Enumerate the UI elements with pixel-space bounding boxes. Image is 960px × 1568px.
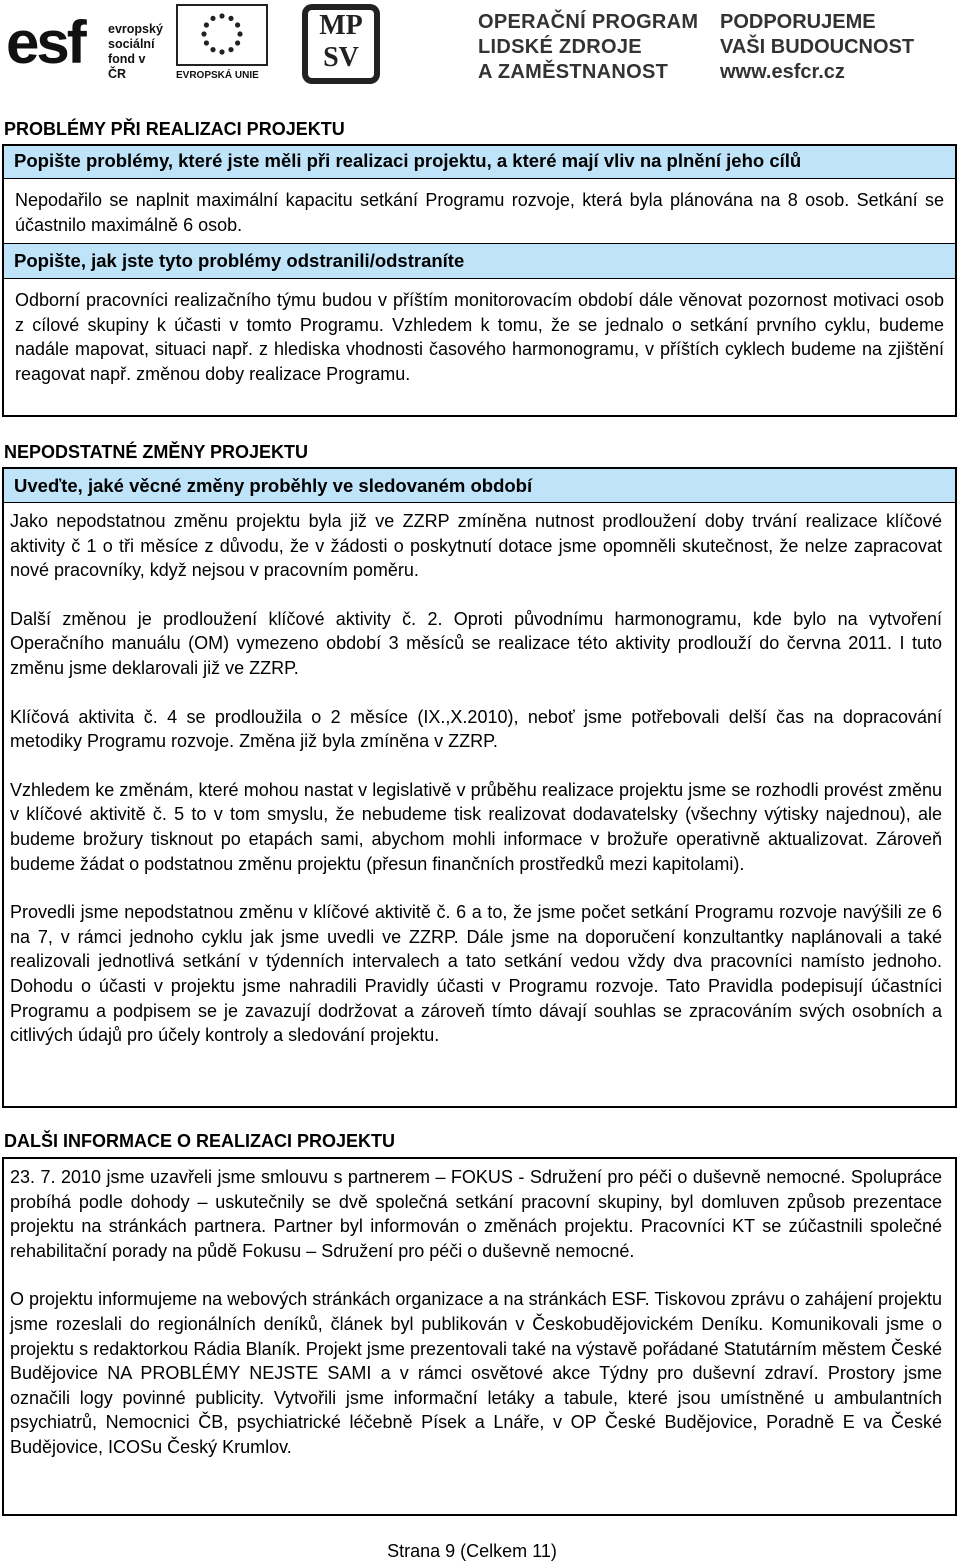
program-logo-text xyxy=(478,10,698,85)
esf-line-3: fond v ČR xyxy=(108,52,146,81)
program-line-1: OPERAČNÍ PROGRAM xyxy=(478,11,699,33)
mpsv-logo xyxy=(302,4,382,86)
esf-line-2: sociální xyxy=(108,37,155,51)
changes-question-1: Uveďte, jaké věcné změny proběhly ve sledovaném období xyxy=(4,469,955,503)
eu-logo xyxy=(176,4,270,86)
problems-question-2: Popište, jak jste tyto problémy odstranili/odstraníte xyxy=(4,243,955,279)
changes-paragraph-3: Klíčová aktivita č. 4 se prodloužila o 2 měsíce (IX.,X.2010), neboť jsme potřebovali delší čas na dopracování metodiky Programu rozvoje. Změna již byla zmíněna v ZZRP. xyxy=(10,706,942,752)
problems-section-title: PROBLÉMY PŘI REALIZACI PROJEKTU xyxy=(4,119,345,139)
support-url: www.esfcr.cz xyxy=(720,61,845,83)
esf-logo xyxy=(4,4,166,86)
mpsv-letters xyxy=(308,10,374,78)
mpsv-line-2: SV xyxy=(323,42,359,73)
changes-paragraph-1: Jako nepodstatnou změnu projektu byla již ve ZZRP zmíněna nutnost prodloužení doby trvání realizace klíčové aktivity č 1 o tři měsíce z důvodu, že v žádosti o poskytnutí dotace jsme opomněli skutečnost, že nelze zapracovat nové pracovníky, když nejsou v pracovním poměru. xyxy=(10,511,942,581)
esf-logo-letters: esf xyxy=(6,9,84,76)
eu-label: EVROPSKÁ UNIE xyxy=(176,70,259,81)
mpsv-frame xyxy=(302,4,380,84)
logo-bar xyxy=(0,0,960,92)
problems-answer-2: Odborní pracovníci realizačního týmu budou v příštím monitorovacím období dále věnovat pozornost motivaci osob z cílové skupiny k účasti v tomto Programu. Vzhledem k tomu, že se jednalo o setkání prvního cyklu, budeme nadále mapovat, situaci např. z hlediska vhodnosti časového harmonogramu, v příštích cyklech budeme na zjištění reagovat např. změnou doby realizace Programu. xyxy=(15,290,944,384)
page-number: Strana 9 (Celkem 11) xyxy=(387,1541,557,1561)
esf-line-1: evropský xyxy=(108,22,163,36)
changes-paragraph-4: Vzhledem ke změnám, které mohou nastat v legislativě v průběhu realizace projektu jsme se rozhodli provést změnu v klíčové aktivitě č. 5 to v tom smyslu, že nebudeme tisk realizovat dodavatelsky (všechny výtisky najednou), ale budeme brožury tisknout po etapách sami, abychom mohli informace v brožuře operativně aktualizovat. Zároveň budeme žádat o podstatnou změnu projektu (přesun finančních prostředků mezi kapitolami). xyxy=(10,779,942,874)
info-text xyxy=(10,1165,942,1460)
program-line-2: LIDSKÉ ZDROJE xyxy=(478,36,642,58)
changes-section-title: NEPODSTATNÉ ZMĚNY PROJEKTU xyxy=(4,442,309,462)
program-line-3: A ZAMĚSTNANOST xyxy=(478,61,669,83)
esf-logo-text xyxy=(108,22,166,82)
info-box xyxy=(2,1157,957,1516)
changes-box xyxy=(2,467,957,1108)
info-paragraph-1: 23. 7. 2010 jsme uzavřeli jsme smlouvu s partnerem – FOKUS - Sdružení pro péči o duševně nemocné. Spolupráce probíhá podle dohody – uskutečnily se dvě společná setkání pracovní skupiny, byl domluven způsob prezentace projektu na stránkách partnera. Partner byl informován o změnách projektu. Pracovníci KT se zúčastnili společné rehabilitační porady na půdě Fokusu – Sdružení pro péči o duševně nemocné. xyxy=(10,1167,942,1261)
info-paragraph-2: O projektu informujeme na webových stránkách organizace a na stránkách ESF. Tiskovou zprávu o zahájení projektu jsme rozeslali do regionálních deníků, článek byl publikován v Českobudějovickém Deníku. Komunikovali jsme o projektu s redaktorkou Rádia Blaník. Projekt jsme prezentovali také na výstavě pořádané Statutárním městem České Budějovice NA PROBLÉMY NEJSTE SAMI a v rámci osvětové akce Týdny pro duševní zdraví. Prostory jsme označili logy povinné publicity. Vytvořili jsme informační letáky a tabule, které jsou umístněné u ambulantních psychiatrů, Nemocnici ČB, psychiatrické léčebně Písek a Lnáře, v OP České Budějovice, Poradně E va České Budějovice, ICOSu Český Krumlov. xyxy=(10,1289,942,1457)
support-line-2: VAŠI BUDOUCNOST xyxy=(720,36,915,58)
support-line-1: PODPORUJEME xyxy=(720,11,876,33)
mpsv-line-1: MP xyxy=(319,10,363,41)
changes-answer xyxy=(10,509,942,1048)
eu-flag-icon xyxy=(176,4,268,66)
problems-answer-1: Nepodařilo se naplnit maximální kapacitu setkání Programu rozvoje, která byla plánována na 8 osob. Setkání se účastnilo maximálně 6 osob. xyxy=(15,190,944,235)
problems-question-1: Popište problémy, které jste měli při realizaci projektu, a které mají vliv na plnění jeho cílů xyxy=(4,146,955,179)
problems-box xyxy=(2,144,957,417)
info-section-title: DALŠI INFORMACE O REALIZACI PROJEKTU xyxy=(4,1131,396,1151)
changes-paragraph-2: Další změnou je prodloužení klíčové aktivity č. 2. Oproti původnímu harmonogramu, kde bylo na vytvoření Operačního manuálu (OM) vymezeno období 3 měsíců se realizace této aktivity prodlouží do června 2011. I tuto změnu jsme deklarovali již ve ZZRP. xyxy=(10,608,942,678)
support-logo-text xyxy=(720,10,914,85)
changes-paragraph-5: Provedli jsme nepodstatnou změnu v klíčové aktivitě č. 6 a to, že jsme počet setkání Programu rozvoje navýšili ze 6 na 7, v rámci jednoho cyklu jak jsme uvedli ve ZZRP. Dále jsme na doporučení konzultantky naplánovali a také realizovali jednotlivá setkání v týdenních intervalech a tato setkání vedou vždy dva pracovníci namísto jednoho. Dohodu o účasti v projektu jsme nahradili Pravidly účasti v Programu rozvoje. Tato Pravidla podepisují účastníci Programu a podpisem se je zavazují dodržovat a zároveň tímto dávají souhlas se zpracováním svých osobních a citlivých údajů pro účely kontroly a sledování projektu. xyxy=(10,902,942,1046)
